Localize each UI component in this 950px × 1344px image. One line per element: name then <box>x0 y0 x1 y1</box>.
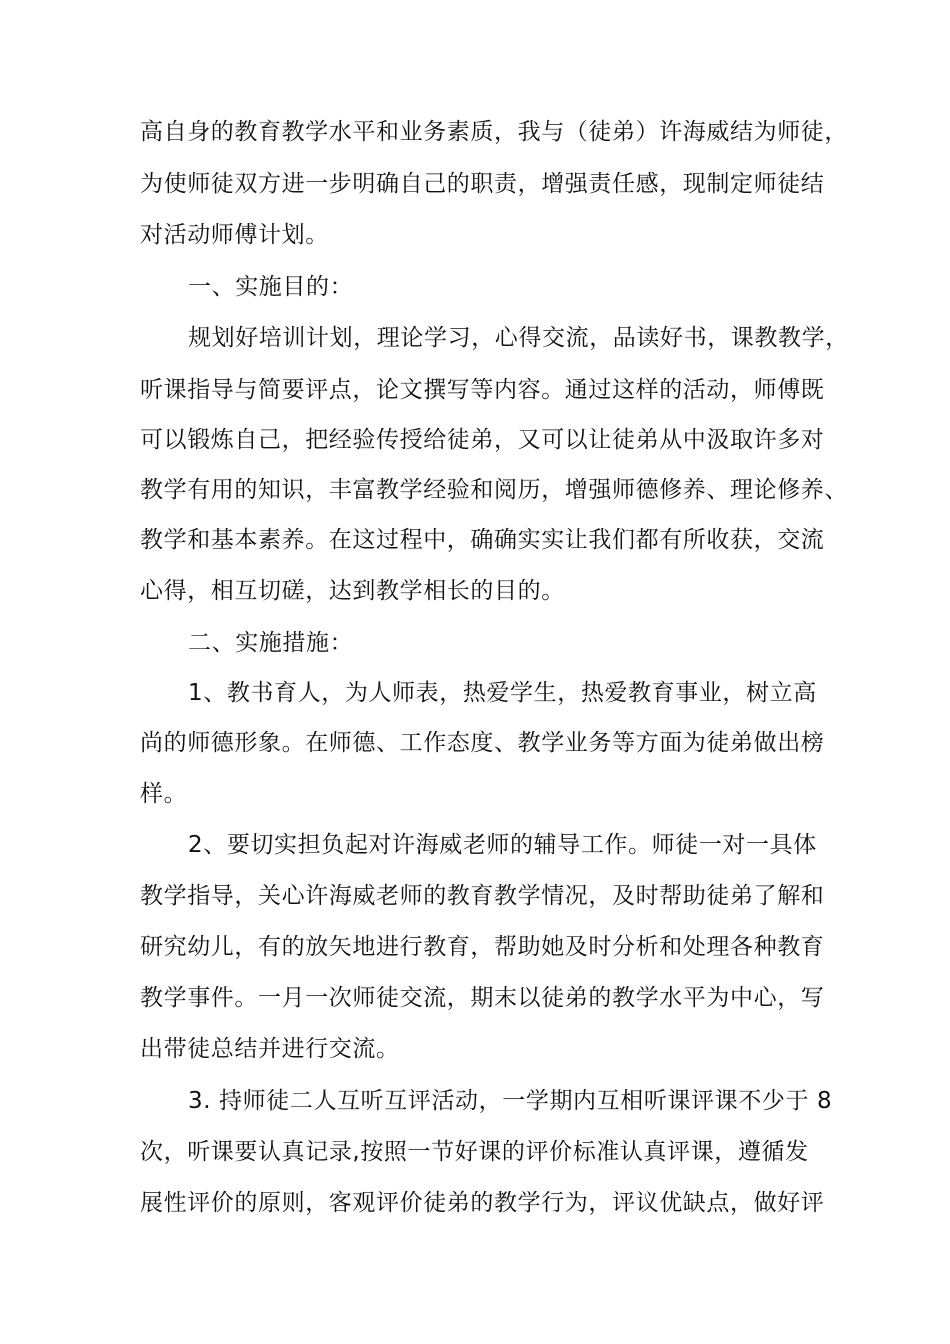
paragraph-line: 2、要切实担负起对许海威老师的辅导工作。师徒一对一具体 <box>188 832 817 858</box>
section-heading: 一、实施目的： <box>188 274 354 300</box>
paragraph-line: 教学指导，关心许海威老师的教育教学情况，及时帮助徒弟了解和 <box>140 883 825 909</box>
paragraph-line: 3. 持师徒二人互听互评活动，一学期内互相听课评课不少于 8 <box>188 1088 833 1114</box>
paragraph-line: 展性评价的原则，客观评价徒弟的教学行为，评议优缺点，做好评 <box>140 1190 825 1216</box>
paragraph-line: 对活动师傅计划。 <box>140 222 329 248</box>
paragraph-line: 研究幼儿，有的放矢地进行教育，帮助她及时分析和处理各种教育 <box>140 934 825 960</box>
paragraph-line: 高自身的教育教学水平和业务素质，我与（徒弟）许海威结为师徒， <box>140 119 848 145</box>
paragraph-line: 1、教书育人，为人师表，热爱学生，热爱教育事业，树立高 <box>188 680 817 706</box>
paragraph-line: 听课指导与简要评点，论文撰写等内容。通过这样的活动，师傅既 <box>140 377 825 403</box>
paragraph-line: 教学事件。一月一次师徒交流，期末以徒弟的教学水平为中心，写 <box>140 985 825 1011</box>
paragraph-line: 教学和基本素养。在这过程中，确确实实让我们都有所收获，交流 <box>140 527 825 553</box>
paragraph-line: 出带徒总结并进行交流。 <box>140 1036 400 1062</box>
paragraph-line: 尚的师德形象。在师德、工作态度、教学业务等方面为徒弟做出榜 <box>140 730 825 756</box>
section-heading: 二、实施措施： <box>188 630 354 656</box>
paragraph-line: 为使师徒双方进一步明确自己的职责，增强责任感，现制定师徒结 <box>140 171 825 197</box>
paragraph-line: 教学有用的知识，丰富教学经验和阅历，增强师德修养、理论修养、 <box>140 477 848 503</box>
paragraph-line: 次，听课要认真记录,按照一节好课的评价标准认真评课，遵循发 <box>140 1139 809 1165</box>
paragraph-line: 规划好培训计划，理论学习，心得交流，品读好书，课教教学， <box>188 325 849 351</box>
paragraph-line: 心得，相互切磋，达到教学相长的目的。 <box>140 578 565 604</box>
paragraph-line: 可以锻炼自己，把经验传授给徒弟，又可以让徒弟从中汲取许多对 <box>140 427 825 453</box>
paragraph-line: 样。 <box>140 781 188 807</box>
